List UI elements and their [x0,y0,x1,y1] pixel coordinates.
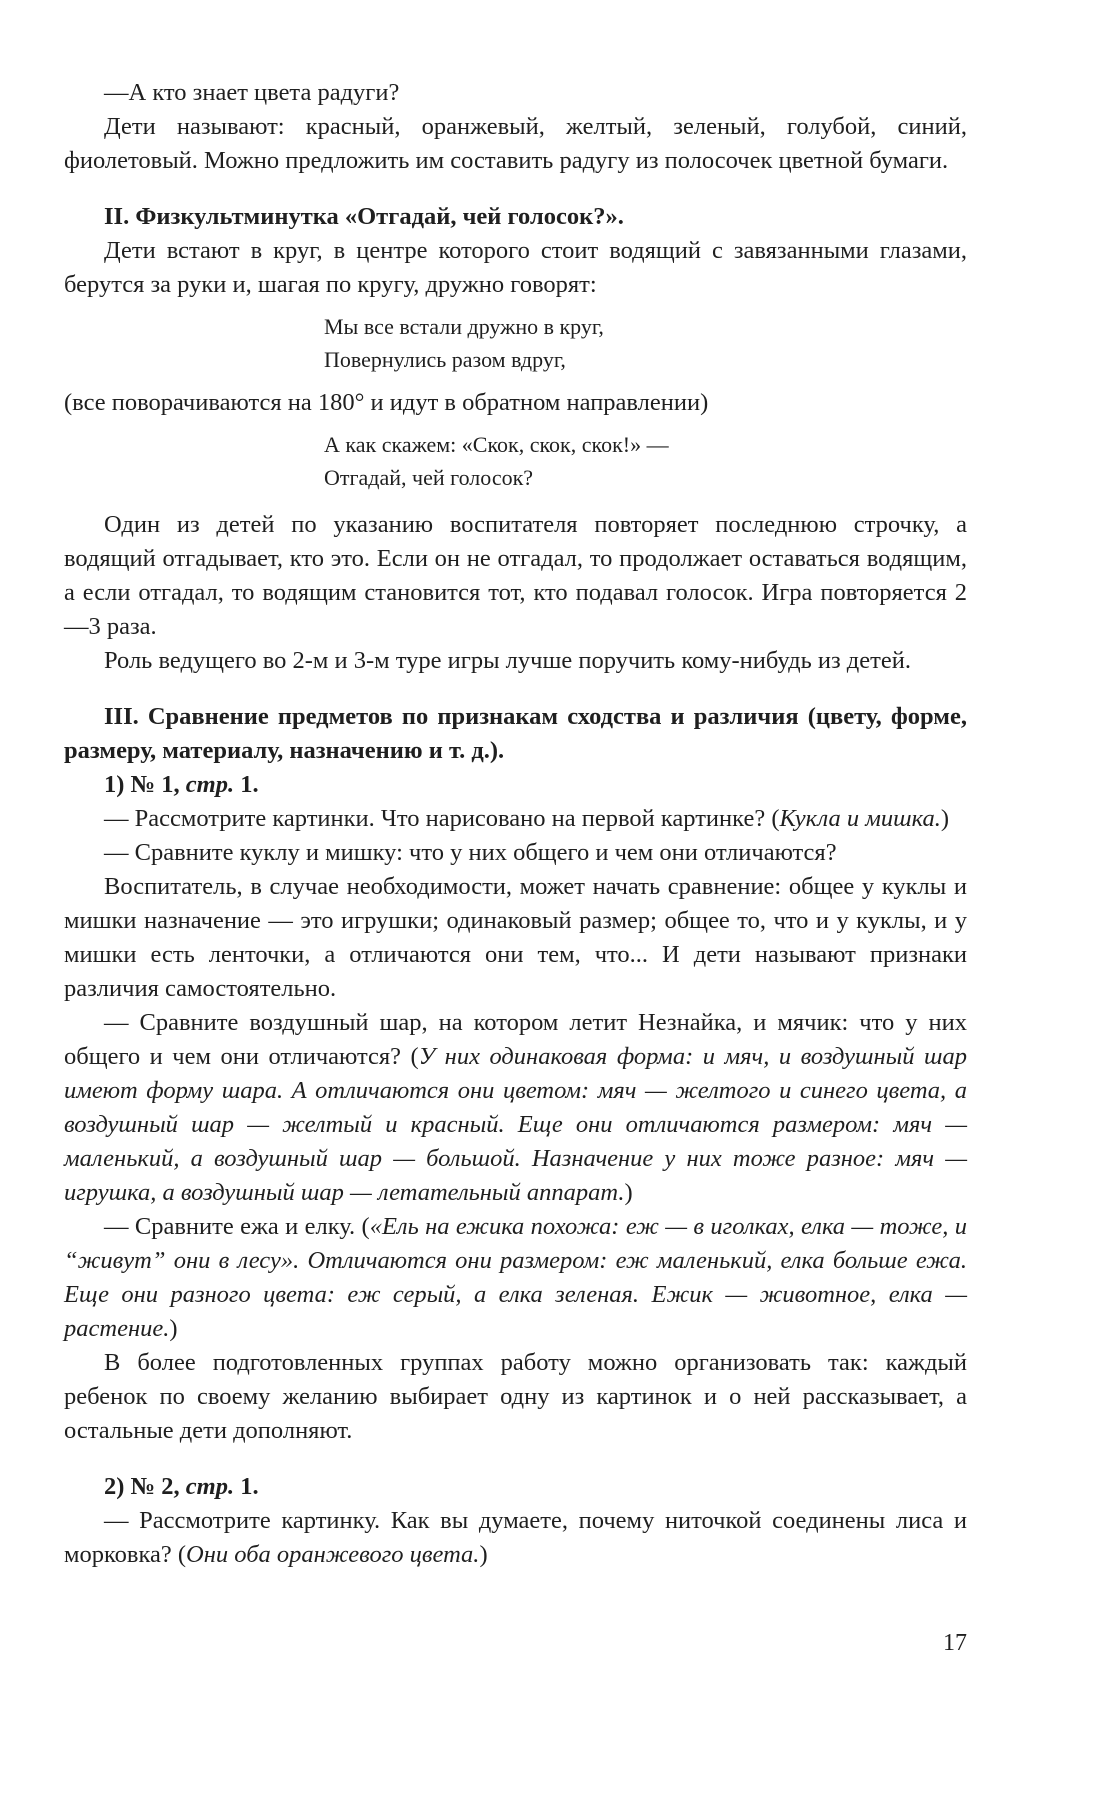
verse-block-2 [64,428,967,494]
verse-line: Повернулись разом вдруг, [324,347,566,372]
verse-line: Мы все встали дружно в круг, [324,314,604,339]
verse-line: Отгадай, чей голосок? [324,465,534,490]
paragraph-game-intro: Дети встают в круг, в центре которого стоит водящий с завязанными глазами, берутся за руки и, шагая по кругу, дружно говорят: [64,237,967,298]
paragraph-rainbow-question: —А кто знает цвета радуги? [104,79,400,106]
paragraph-question-4: — Сравните ежа и елку. («Ель на ежика похожа: еж — в иголках, елка — тоже, и “живут” они в лесу». Отличаются они размером: еж маленький, елка больше ежа. Еще они разного цвета: еж серый, а елка зеленая. Ежик — животное, елка — растение.) [64,1213,967,1342]
subsection-heading-1: 1) № 1, стр. 1. [104,771,259,798]
subsection-heading-2: 2) № 2, стр. 1. [104,1473,259,1500]
paragraph-rainbow-colors: Дети называют: красный, оранжевый, желтый, зеленый, голубой, синий, фиолетовый. Можно предложить им составить радугу из полосочек цветной бумаги. [64,113,967,174]
paragraph-game-rules: Один из детей по указанию воспитателя повторяет последнюю строчку, а водящий отгадывает, кто это. Если он не отгадал, то продолжает оставаться водящим, а если отгадал, то водящим становится тот, кто подавал голосок. Игра повторяется 2—3 раза. [64,511,967,640]
paragraph-turn-note: (все поворачиваются на 180° и идут в обратном направлении) [64,389,709,416]
paragraph-leader-role: Роль ведущего во 2-м и 3-м туре игры лучше поручить кому-нибудь из детей. [104,647,911,674]
paragraph-question-2: — Сравните куклу и мишку: что у них общего и чем они отличаются? [104,839,837,866]
paragraph-question-1: — Рассмотрите картинки. Что нарисовано на первой картинке? (Кукла и мишка.) [104,805,950,832]
paragraph-question-5: — Рассмотрите картинку. Как вы думаете, почему ниточкой соединены лиса и морковка? (Они оба оранжевого цвета.) [64,1507,967,1568]
section-heading-3: III. Сравнение предметов по признакам сходства и различия (цвету, форме, размеру, материалу, назначению и т. д.). [64,703,967,764]
paragraph-question-3: — Сравните воздушный шар, на котором летит Незнайка, и мячик: что у них общего и чем они отличаются? (У них одинаковая форма: и мяч, и воздушный шар имеют форму шара. А отличаются они цветом: мяч — желтого и синего цвета, а воздушный шар — желтый и красный. Еще они отличаются размером: мяч — маленький, а воздушный шар — большой. Назначение у них тоже разное: мяч — игрушка, а воздушный шар — летательный аппарат.) [64,1009,967,1206]
page-number: 17 [943,1630,967,1656]
paragraph-teacher-hint: Воспитатель, в случае необходимости, может начать сравнение: общее у куклы и мишки назначение — это игрушки; одинаковый размер; общее то, что и у куклы, и у мишки есть ленточки, а отличаются они тем, что... И дети называют признаки различия самостоятельно. [64,873,967,1002]
verse-line: А как скажем: «Скок, скок, скок!» — [324,432,669,457]
section-heading-2: II. Физкультминутка «Отгадай, чей голосок?». [104,203,624,230]
paragraph-advanced-groups: В более подготовленных группах работу можно организовать так: каждый ребенок по своему желанию выбирает одну из картинок и о ней рассказывает, а остальные дети дополняют. [64,1349,967,1444]
verse-block-1 [64,310,967,376]
